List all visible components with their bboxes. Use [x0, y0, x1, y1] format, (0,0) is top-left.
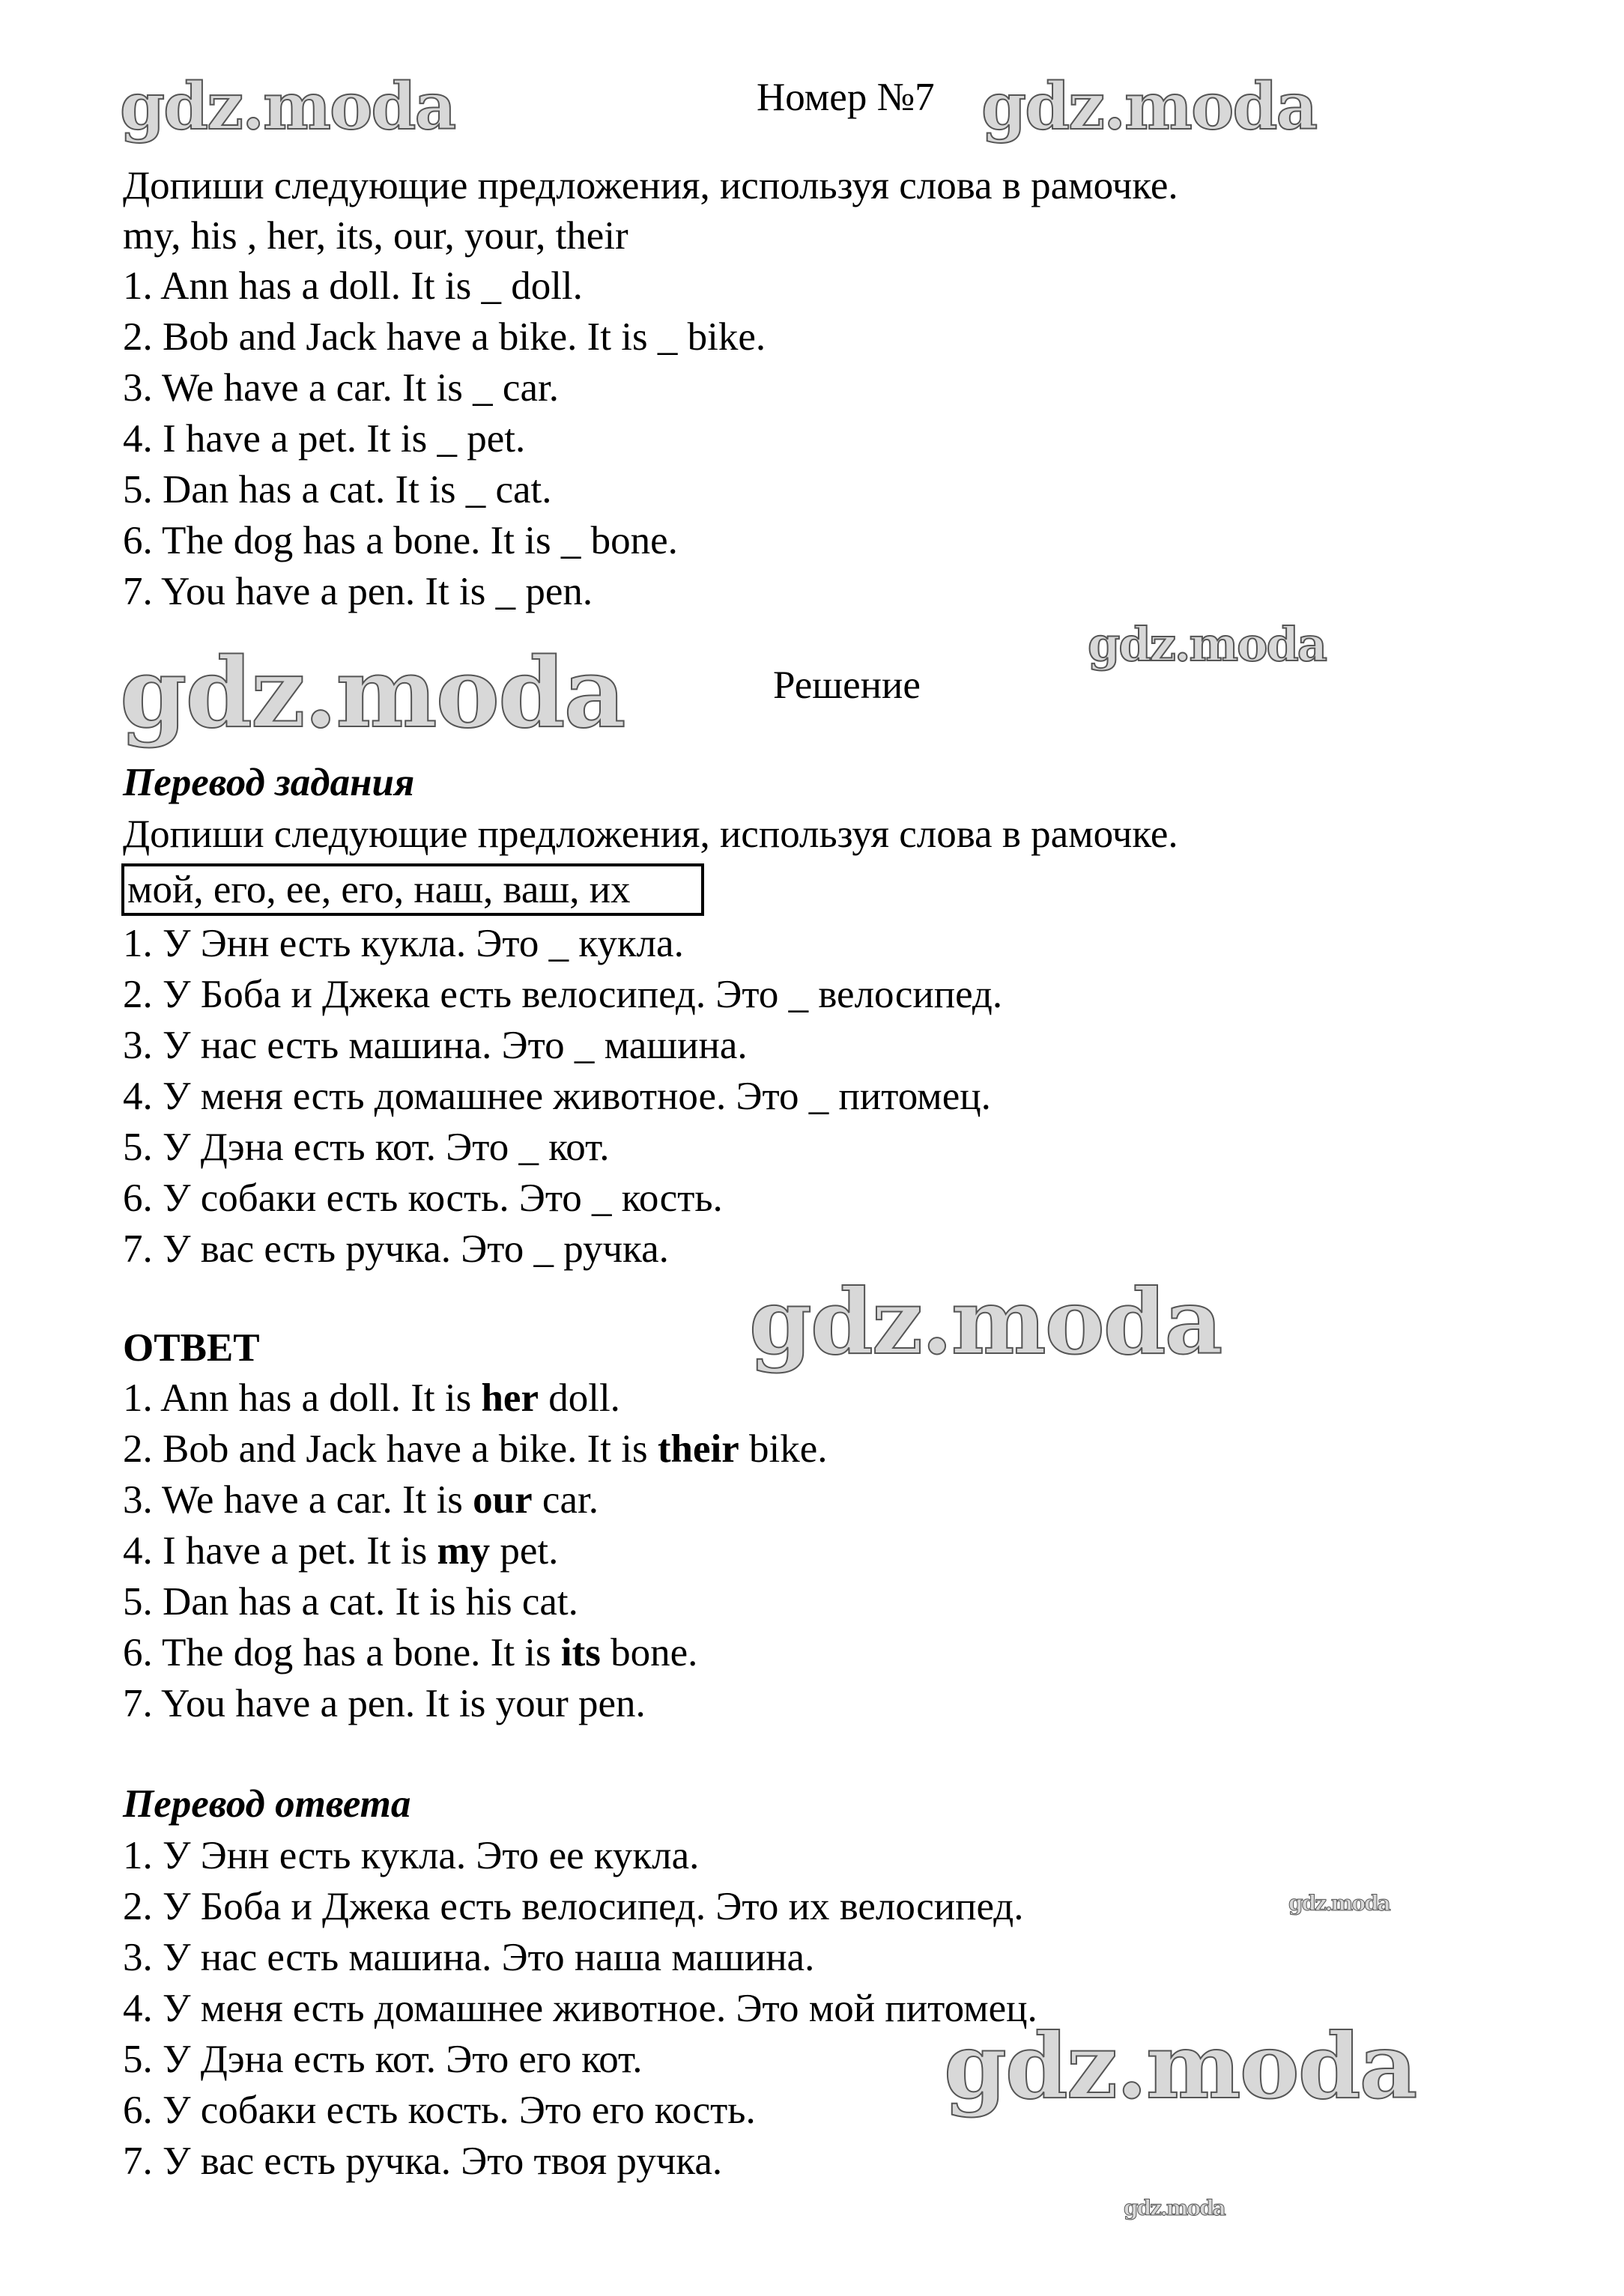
answer-translation-sentence: 1. У Энн есть кукла. Это ее кукла.	[123, 1834, 700, 1877]
answer-sentence	[123, 1424, 828, 1475]
task-sentence: 2. Bob and Jack have a bike. It is _ bike.	[123, 315, 766, 359]
watermark-logo: gdz.moda	[1288, 1891, 1390, 1916]
task-sentence: 6. The dog has a bone. It is _ bone.	[123, 519, 678, 562]
answer-sentence	[123, 1576, 578, 1627]
translation-sentence: 1. У Энн есть кукла. Это _ кукла.	[123, 922, 684, 965]
answer-sentence	[123, 1475, 599, 1525]
answer-text: 3. We have a car. It is	[123, 1478, 473, 1522]
translation-sentence: 6. У собаки есть кость. Это _ кость.	[123, 1176, 723, 1220]
answer-text: bike.	[739, 1427, 828, 1471]
task-sentence: 3. We have a car. It is _ car.	[123, 366, 559, 410]
answer-word: my	[437, 1529, 491, 1573]
answer-sentence	[123, 1627, 697, 1678]
translation-sentence: 4. У меня есть домашнее животное. Это _ питомец.	[123, 1075, 991, 1118]
answer-text: doll.	[538, 1376, 620, 1420]
answer-translation-sentence: 3. У нас есть машина. Это наша машина.	[123, 1936, 815, 1979]
task-translation-words: мой, его, ее, его, наш, ваш, их	[127, 868, 631, 911]
answer-text: 1. Ann has a doll. It is	[123, 1376, 482, 1420]
answer-word: its	[560, 1631, 601, 1674]
answer-translation-heading: Перевод ответа	[123, 1782, 411, 1826]
answer-sentence	[123, 1678, 646, 1729]
answer-translation-sentence: 7. У вас есть ручка. Это твоя ручка.	[123, 2139, 723, 2183]
answer-sentence	[123, 1525, 558, 1576]
page-title: Номер №7	[757, 76, 935, 119]
answer-translation-sentence: 4. У меня есть домашнее животное. Это мой питомец.	[123, 1987, 1037, 2030]
task-sentence: 1. Ann has a doll. It is _ doll.	[123, 264, 583, 308]
answer-text: pet.	[490, 1529, 559, 1573]
answer-text: 4. I have a pet. It is	[123, 1529, 437, 1573]
solution-heading: Решение	[773, 663, 921, 707]
watermark-logo: gdz.moda	[1088, 617, 1326, 672]
task-sentence: 7. You have a pen. It is _ pen.	[123, 570, 593, 613]
answer-heading: ОТВЕТ	[123, 1326, 260, 1370]
task-sentence: 4. I have a pet. It is _ pet.	[123, 417, 526, 461]
task-instruction: Допиши следующие предложения, используя слова в рамочке.	[123, 164, 1178, 207]
translation-sentence: 5. У Дэна есть кот. Это _ кот.	[123, 1126, 610, 1169]
watermark-logo: gdz.moda	[749, 1269, 1222, 1375]
answer-word: her	[481, 1376, 539, 1420]
answer-sentence	[123, 1373, 620, 1424]
task-translation-heading: Перевод задания	[123, 761, 415, 804]
task-sentence: 5. Dan has a cat. It is _ cat.	[123, 468, 552, 511]
task-translation-instruction: Допиши следующие предложения, используя слова в рамочке.	[123, 813, 1178, 856]
answer-text: 2. Bob and Jack have a bike. It is	[123, 1427, 658, 1471]
answer-text: bone.	[600, 1631, 698, 1674]
answer-text: car.	[532, 1478, 599, 1522]
watermark-logo: gdz.moda	[1124, 2196, 1225, 2220]
answer-translation-sentence: 2. У Боба и Джека есть велосипед. Это их велосипед.	[123, 1885, 1024, 1928]
translation-sentence: 3. У нас есть машина. Это _ машина.	[123, 1024, 748, 1067]
answer-word: their	[657, 1427, 739, 1471]
watermark-logo: gdz.moda	[944, 2014, 1417, 2119]
answer-text: 7. You have a pen. It is your pen.	[123, 1682, 646, 1725]
task-words: my, his , her, its, our, your, their	[123, 214, 628, 258]
watermark-logo: gdz.moda	[120, 637, 625, 750]
answer-translation-sentence: 5. У Дэна есть кот. Это его кот.	[123, 2038, 643, 2081]
answer-word: our	[473, 1478, 533, 1522]
watermark-logo: gdz.moda	[981, 69, 1317, 145]
watermark-logo: gdz.moda	[120, 69, 455, 145]
answer-translation-sentence: 6. У собаки есть кость. Это его кость.	[123, 2089, 756, 2132]
answer-text: 6. The dog has a bone. It is	[123, 1631, 561, 1674]
translation-sentence: 7. У вас есть ручка. Это _ ручка.	[123, 1227, 669, 1271]
answer-text: 5. Dan has a cat. It is his cat.	[123, 1580, 578, 1624]
translation-sentence: 2. У Боба и Джека есть велосипед. Это _ велосипед.	[123, 973, 1003, 1016]
